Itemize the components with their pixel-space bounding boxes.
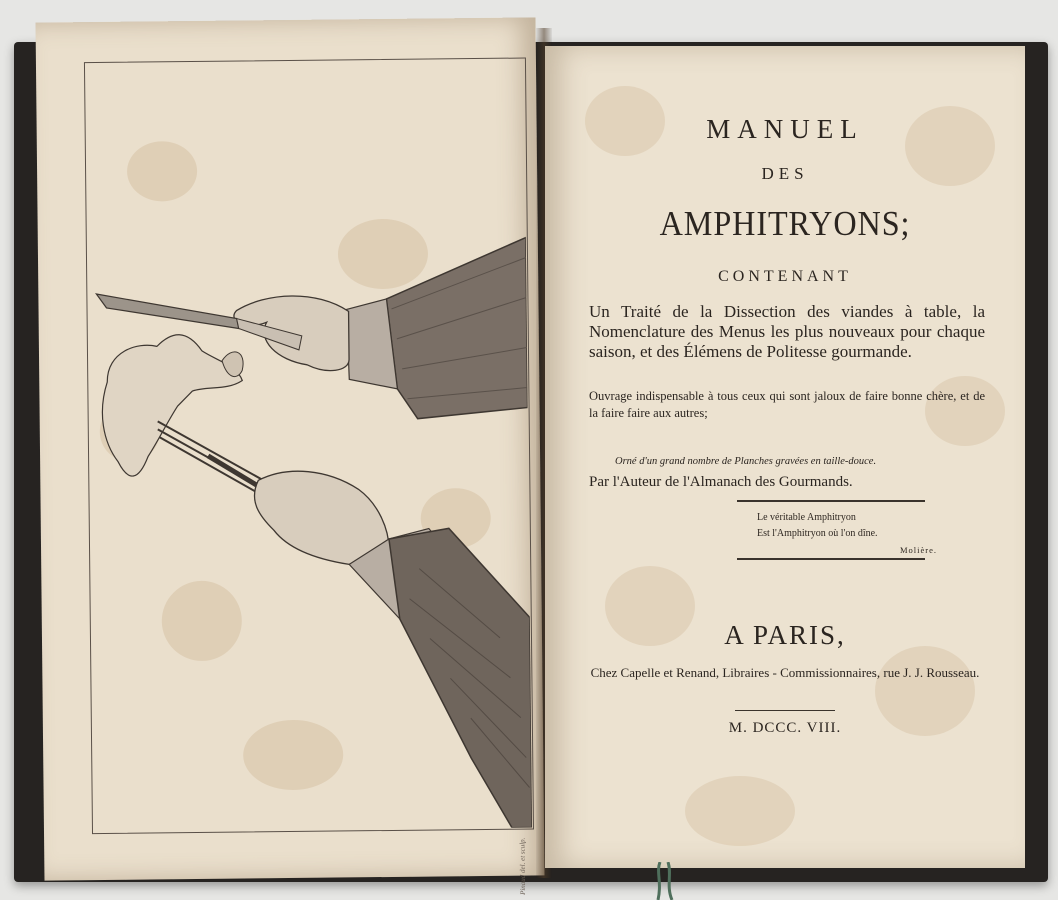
epigraph-author: Molière. [899,545,937,555]
title-amphitryons: AMPHITRYONS; [659,204,911,243]
year-rule [735,710,835,711]
foxing-stain [685,776,795,846]
city-imprint: A PARIS, [724,620,846,650]
lower-sleeve [389,528,532,829]
carving-hands-engraving [84,58,532,833]
epigraph-line: Le véritable Amphitryon [757,512,856,523]
top-rule [737,500,925,502]
fowl-carcass [102,334,244,476]
title-page [545,46,1025,868]
epigraph-line: Est l'Amphitryon où l'on dîne. [757,528,878,539]
plates-note: Orné d'un grand nombre de Planches gravées en taille-douce. [615,456,877,467]
carving-knife [96,293,238,330]
bookmark-ribbon [648,862,688,900]
title-manuel: MANUEL [706,114,864,144]
contents-description: Un Traité de la Dissection des viandes à table, la Nomenclature des Menus les plus nouveaux pour chaque saison, et des Élémens de Politesse gourmande. [589,302,985,361]
title-contenant: CONTENANT [718,268,852,285]
engraver-signature: Pinaud del. et sculp. [518,837,527,895]
publisher-imprint: Chez Capelle et Renand, Libraires - Commissionnaires, rue J. J. Rousseau. [590,665,980,680]
epigraph [757,510,937,558]
publication-year: M. DCCC. VIII. [728,720,842,736]
title-des: DES [761,164,809,183]
bottom-rule [737,558,925,560]
frontispiece-page [36,17,545,895]
author-line: Par l'Auteur de l'Almanach des Gourmands. [589,474,853,490]
ouvrage-text: Ouvrage indispensable à tous ceux qui sont jaloux de faire bonne chère, et de la faire faire aux autres; [589,389,985,420]
